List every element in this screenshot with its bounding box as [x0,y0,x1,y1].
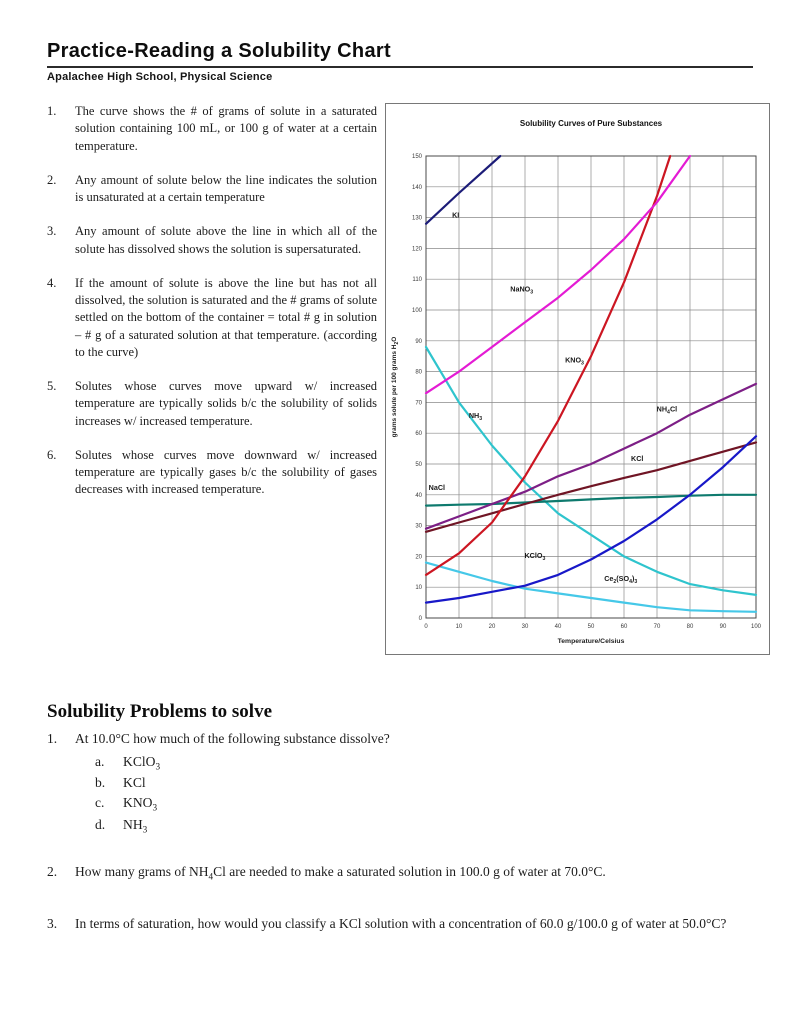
option-row [95,793,747,815]
curve-label-NH3: $NH_3$ [468,410,483,422]
note-text: The curve shows the # of grams of solute in a saturated solution containing 100 mL, or 100 g of water at a certain temperature. [75,104,377,153]
problem-body [75,729,747,836]
title-rule [47,66,753,68]
svg-text:100: 100 [411,308,422,314]
svg-text:60: 60 [620,624,628,630]
svg-text:150: 150 [411,154,422,160]
curve-label-KClO3: KClO$_3$ [524,550,546,562]
solubility-chart-canvas [386,104,769,654]
curve-label-KNO3: $KNO_3$ [565,355,584,367]
option-letter: b. [95,775,106,791]
options-list [95,752,747,837]
note-number: 1. [47,104,57,118]
curve-label-NH4Cl: $NH_4Cl$ [656,404,678,416]
svg-text:90: 90 [415,338,422,345]
header [47,40,770,83]
note-number: 6. [47,447,57,462]
svg-text:20: 20 [488,624,496,630]
problem-item-1 [47,729,747,836]
svg-text:50: 50 [415,462,422,468]
svg-text:90: 90 [719,624,727,630]
problems-section [47,701,747,934]
curve-label-NaNO3: NaNO$_3$ [510,284,534,296]
svg-text:100: 100 [750,624,762,630]
option-row [95,773,747,792]
notes-list [47,103,377,655]
svg-text:80: 80 [686,624,694,630]
option-formula: $NH_3$ [123,816,148,835]
problem-item-3 [47,914,747,934]
note-number: 5. [47,379,57,393]
svg-text:0: 0 [418,616,422,622]
svg-text:70: 70 [653,624,661,630]
main-content [47,103,770,655]
svg-text:Temperature/Celsius: Temperature/Celsius [557,638,625,645]
note-number: 4. [47,275,57,290]
svg-text:20: 20 [415,554,422,561]
note-text: Any amount of solute below the line indicates the solution is unsaturated at a certain temperature [75,172,377,204]
option-formula: $KNO_3$ [123,794,158,813]
svg-text:110: 110 [412,277,422,284]
svg-text:Solubility Curves of Pure Subs: Solubility Curves of Pure Substances [519,119,663,128]
note-item [47,172,377,207]
option-formula: KClO$_3$ [123,753,161,772]
note-item [47,103,377,155]
svg-text:120: 120 [411,246,422,253]
note-text: If the amount of solute is above the line but has not all dissolved, the solution is saturated and the # grams of solute settled on the bottom of the container = total # g in solution – # g of a saturated solution at that temperature. (according to the curve) [75,275,377,359]
note-text: Solutes whose curves move downward w/ increased temperature are typically gases b/c the solubility of gases decreases with increased temperature. [75,447,377,497]
option-formula: KCl [123,775,146,791]
svg-text:70: 70 [415,400,422,407]
curve-label-NaCl: NaCl [428,483,446,493]
svg-text:10: 10 [455,624,463,630]
svg-text:0: 0 [424,624,428,630]
option-row [95,752,747,774]
problem-text: How many grams of $NH_4Cl$ are needed to make a saturated solution in 100.0 g of water at 70.0°C. [75,864,606,883]
note-text: Any amount of solute above the line in which all of the solute has dissolved shows the solution is supersaturated. [75,224,377,256]
svg-text:30: 30 [521,624,529,630]
svg-text:130: 130 [411,215,422,222]
note-text: Solutes whose curves move upward w/ increased temperature are typically solids b/c the solubility of solids increases w/ increased temperature. [75,379,377,428]
curve-label-KCl: KCl [631,453,644,463]
option-letter: c. [95,794,105,810]
svg-text:40: 40 [554,624,562,630]
svg-text:80: 80 [415,369,422,376]
curve-label-KI: KI [452,210,460,220]
note-item [47,275,377,361]
problem-item-2 [47,862,747,884]
svg-text:30: 30 [415,523,422,530]
svg-text:60: 60 [415,431,422,438]
problem-number: 3. [47,916,58,932]
note-item [47,447,377,499]
solubility-chart [385,103,770,655]
page-title: Practice-Reading a Solubility Chart [47,40,391,62]
svg-text:50: 50 [587,624,595,630]
note-number: 2. [47,172,57,187]
svg-text:40: 40 [415,492,422,499]
note-number: 3. [47,224,57,239]
problems-heading: Solubility Problems to solve [47,701,273,722]
page-subtitle: Apalachee High School, Physical Science [47,71,273,83]
option-row [95,815,747,837]
note-item [47,223,377,258]
problem-number: 2. [47,864,58,880]
problem-text: In terms of saturation, how would you classify a KCl solution with a concentration of 60.0 g/100.0 g of water at 50.0°C? [75,916,727,932]
svg-text:140: 140 [411,184,422,191]
svg-text:grams solute per 100 grams H2O: grams solute per 100 grams $H_2O$ [391,336,400,438]
note-item [47,378,377,430]
curve-label-Ce2(SO4)3: $Ce_2(SO_4)_3$ [604,574,638,586]
option-letter: a. [95,753,105,769]
problem-number: 1. [47,731,58,746]
option-letter: d. [95,816,106,832]
svg-text:10: 10 [415,585,422,592]
problem-text: At 10.0°C how much of the following substance dissolve? [75,731,390,746]
